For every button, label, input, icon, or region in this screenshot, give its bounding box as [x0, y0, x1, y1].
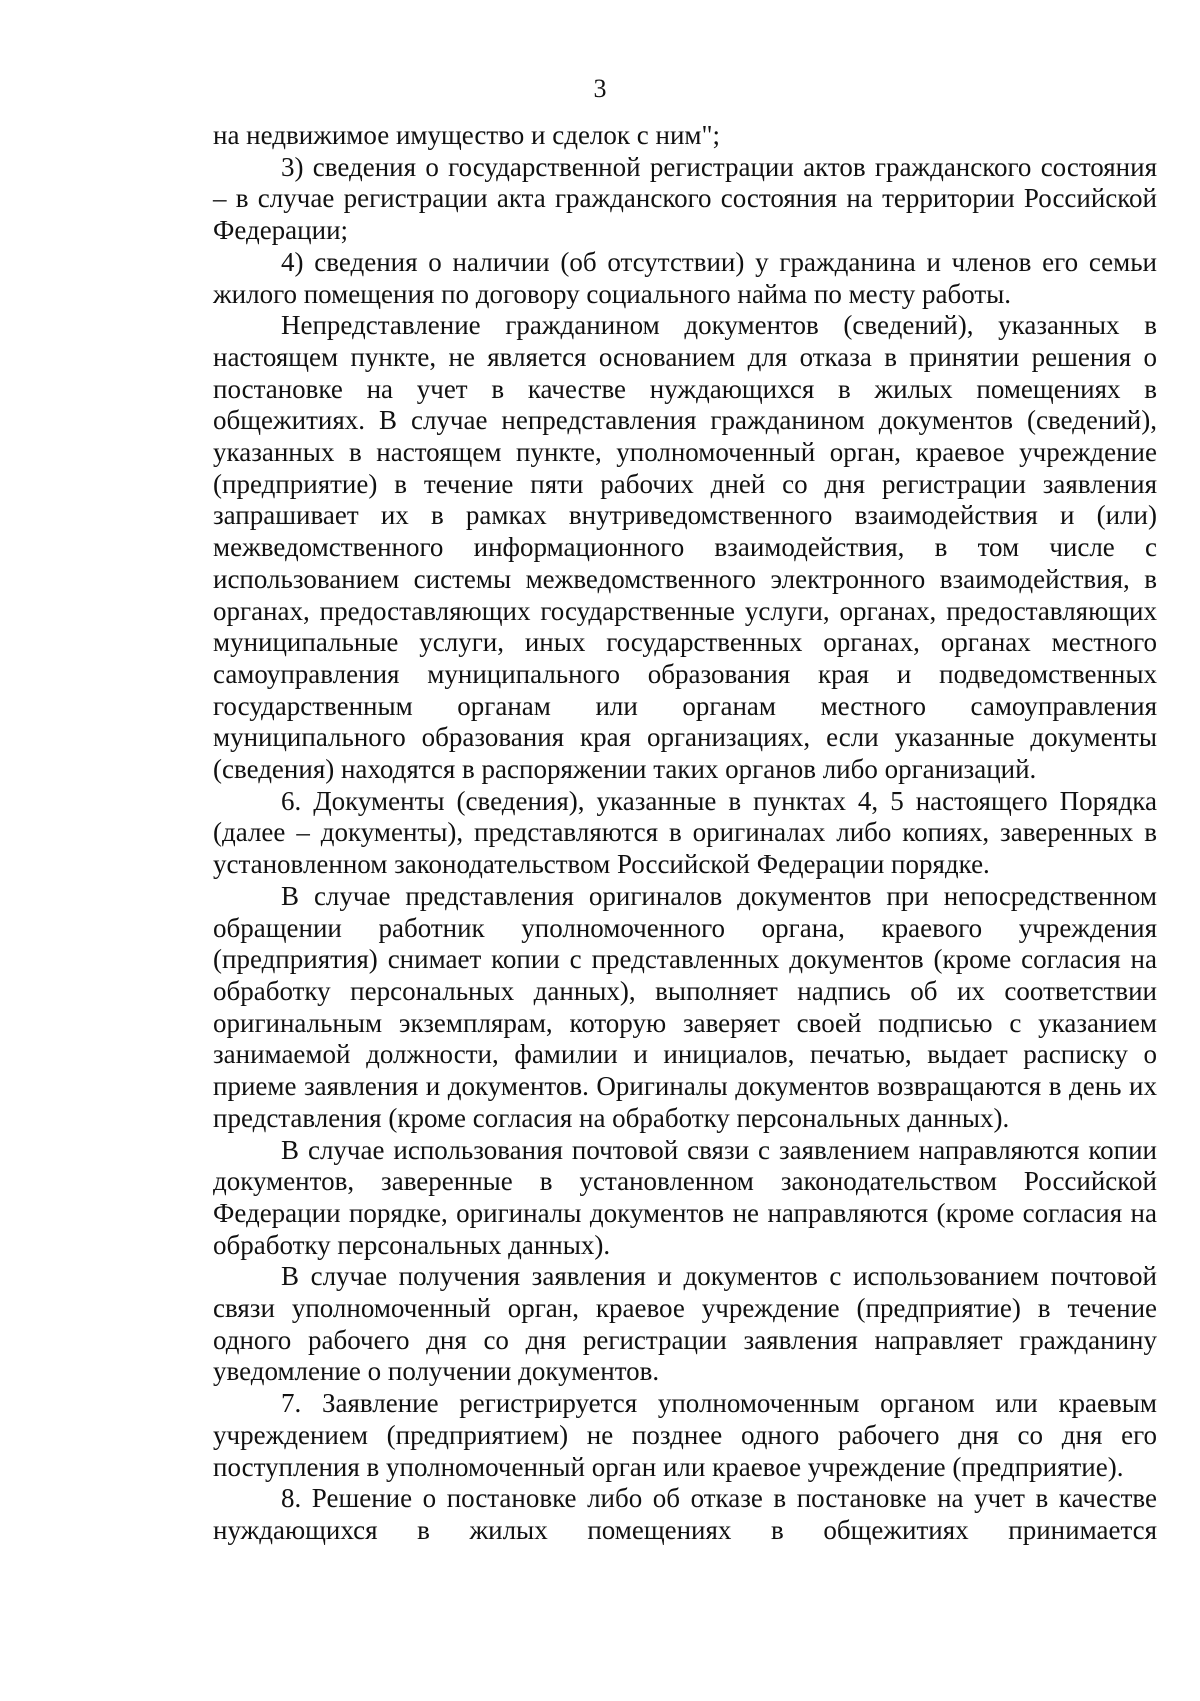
paragraph-nonsubmission: Непредставление гражданином документов (сведений), указанных в настоящем пункте, не является основанием для отказа в принятии решения о постановке на учет в качестве нуждающихся в жилых помещениях в общежитиях. В случае непредставления гражданином документов (сведений), указанных в настоящем пункте, уполномоченный орган, краевое учреждение (предприятие) в течение пяти рабочих дней со дня регистрации заявления запрашивает их в рамках внутриведомственного взаимодействия и (или) межведомственного информационного взаимодействия, в том числе с использованием системы межведомственного электронного взаимодействия, в органах, предоставляющих государственные услуги, органах, предоставляющих муниципальные услуги, иных государственных органах, органах местного самоуправления муниципального образования края и подведомственных государственным органам или органам местного самоуправления муниципального образования края организациях, если указанные документы (сведения) находятся в распоряжении таких органов либо организаций. — [213, 310, 1157, 785]
paragraph-clause-7: 7. Заявление регистрируется уполномоченным органом или краевым учреждением (предприятием) не позднее одного рабочего дня со дня его поступления в уполномоченный орган или краевое учреждение (предприятие). — [213, 1388, 1157, 1482]
paragraph-postal: В случае использования почтовой связи с заявлением направляются копии документов, заверенные в установленном законодательством Российской Федерации порядке, оригиналы документов не направляются (кроме согласия на обработку персональных данных). — [213, 1134, 1157, 1260]
paragraph-postal-receipt: В случае получения заявления и документов с использованием почтовой связи уполномоченный орган, краевое учреждение (предприятие) в течение одного рабочего дня со дня регистрации заявления направляет гражданину уведомление о получении документов. — [213, 1261, 1157, 1387]
paragraph-item-3: 3) сведения о государственной регистрации актов гражданского состояния – в случае регистрации акта гражданского состояния на территории Российской Федерации; — [213, 151, 1157, 246]
paragraph-continuation: на недвижимое имущество и сделок с ним"; — [213, 120, 721, 150]
paragraph-clause-8: 8. Решение о постановке либо об отказе в постановке на учет в качестве нуждающихся в жилых помещениях в общежитиях принимается — [213, 1483, 1157, 1545]
document-body — [213, 120, 1157, 1547]
paragraph-item-4: 4) сведения о наличии (об отсутствии) у гражданина и членов его семьи жилого помещения по договору социального найма по месту работы. — [213, 246, 1157, 309]
page-number: 3 — [593, 74, 607, 103]
paragraph-clause-6: 6. Документы (сведения), указанные в пунктах 4, 5 настоящего Порядка (далее – документы), представляются в оригиналах либо копиях, заверенных в установленном законодательством Российской Федерации порядке. — [213, 785, 1157, 880]
paragraph-originals: В случае представления оригиналов документов при непосредственном обращении работник уполномоченного органа, краевого учреждения (предприятия) снимает копии с представленных документов (кроме согласия на обработку персональных данных), выполняет надпись об их соответствии оригинальным экземплярам, которую заверяет своей подписью с указанием занимаемой должности, фамилии и инициалов, печатью, выдает расписку о приеме заявления и документов. Оригиналы документов возвращаются в день их представления (кроме согласия на обработку персональных данных). — [213, 880, 1157, 1133]
